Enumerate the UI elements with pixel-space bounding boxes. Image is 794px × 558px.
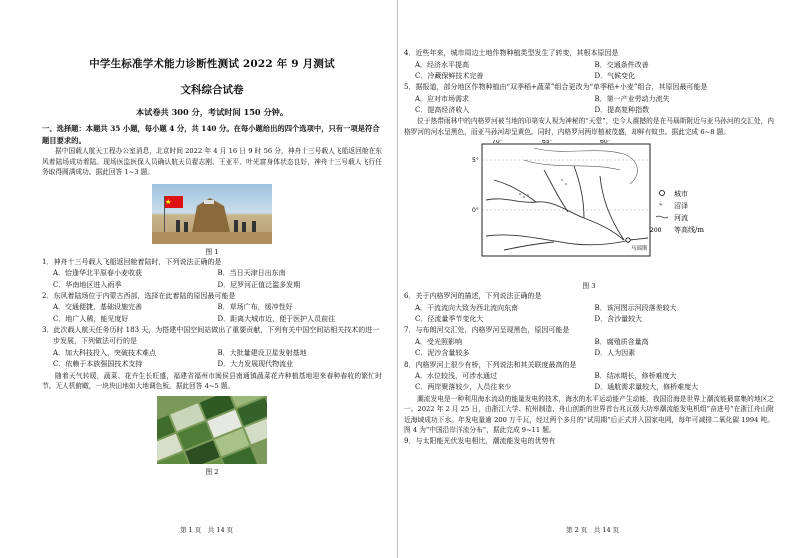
option-c[interactable]: C．泥沙含量较多 (415, 349, 470, 358)
passage-1: 据中国载人航天工程办公室消息，北京时间 2022 年 4 月 16 日 9 时 56 分，神舟十三号载人飞船返回舱在东风着陆场成功着陆。现场医监医保人员确认航天员翟志刚、王亚平、叶光富身体状态良好，神舟十三号载人飞行任务取得圆满成功。据此回答 1~3 题。 (42, 147, 382, 177)
exam-subtitle: 文科综合试卷 (180, 84, 244, 96)
page-number-left: 第 1 页 共 14 页 (180, 526, 234, 534)
option-d[interactable]: D．通航需求量较大，修桥难度大 (594, 383, 699, 392)
option-c[interactable]: C．依赖于本族强国技术支持 (53, 360, 143, 369)
question-3-options (42, 348, 382, 371)
question-6: 6．关于内格罗河的描述，下列说法正确的是 (404, 292, 542, 301)
option-b[interactable]: B．当日天津日出东南 (217, 269, 286, 278)
lng-60-label: 60° (600, 140, 611, 146)
manaus-label: 马瑙斯 (631, 246, 648, 253)
option-c[interactable]: C．冷藏保鲜技术完善 (415, 71, 484, 80)
passage-2: 随着天气转暖，蔬菜、花卉生长旺盛，福建省福州市闽侯县南通镇蔬菜花卉种植基地迎来春种春收的繁忙时节。无人机俯瞰，一块块田地如大地调色板。据此回答 4~5 题。 (42, 371, 382, 391)
question-4: 4．近些年来，城市周边土地作物种植类型发生了转变，其根本原因是 (404, 49, 619, 57)
legend-swamp: 沼泽 (674, 202, 688, 211)
question-3: 3．此次载人航天任务历时 183 天，为搭建中国空间站做出了重要贡献，下列有关中国空间站相关技术的进一步发展，下列做法可行的是 (42, 325, 380, 346)
question-5-options (404, 94, 774, 117)
lat-0-label: 0° (472, 207, 479, 215)
option-b[interactable]: B．第一产业劳动力流失 (594, 94, 670, 103)
option-c[interactable]: C．提高经济收入 (415, 105, 470, 114)
lng-65-label: 65° (542, 140, 553, 146)
lat-5n-label: 5° (472, 157, 479, 165)
question-2-options (42, 302, 382, 325)
exam-title: 中学生标准学术能力诊断性测试 2022 年 9 月测试 (89, 58, 335, 70)
question-7-options (404, 337, 774, 360)
passage-4: 潮流发电是一种利用海水流动的能量发电的技术，海水的水平运动能产生动能，我国沿海是世界上潮流能最富集的地区之一。2022 年 2 月 25 日，由浙江大学、杭州制造、舟山创新的世界首台兆瓦级大功率潮流能发电机组“奋进号”在浙江舟山附近海域成功下水。年发电量逾 200 万千瓦，经过两个多月的“试用期”后正式并入国家电网，每年可减排二氧化碳 1994 吨。图 4 为“中国沿岸洋流分布”，据此完成 9~11 题。 (404, 394, 774, 435)
legend-river: 河流 (674, 214, 688, 223)
page-number-right: 第 2 页 共 14 页 (566, 526, 620, 534)
option-b[interactable]: B．腐殖质含量高 (594, 337, 649, 346)
option-d[interactable]: D．含沙量较大 (594, 315, 643, 324)
option-a[interactable]: A．经济水平提高 (415, 60, 470, 69)
option-a[interactable]: A．应对市场需求 (415, 94, 470, 103)
option-d[interactable]: D．气候变化 (594, 71, 636, 80)
option-b[interactable]: B．交通条件改善 (594, 60, 649, 69)
section-heading: 一、选择题：本题共 35 小题，每小题 4 分，共 140 分。在每小题给出的四个选项中，只有一项是符合题目要求的。 (42, 124, 380, 145)
farmland-photo (157, 396, 267, 464)
svg-text:⩯: ⩯ (659, 201, 663, 209)
question-6-options (404, 303, 774, 326)
landing-photo (152, 184, 272, 244)
option-c[interactable]: C．地广人稀，能见度好 (53, 314, 129, 323)
question-5: 5．据报道，部分地区作物种植由“双季稻+蔬菜”组合更改为“单季稻+小麦”组合，其原因最可能是 (404, 83, 708, 92)
figure-1-caption: 图 1 (205, 247, 219, 256)
option-b[interactable]: B．结冰期长，修桥难度大 (594, 372, 677, 381)
question-9: 9．与太阳能光伏发电相比，潮流能发电的优势有 (404, 437, 556, 446)
question-1: 1．神舟十三号载人飞船返回舱着陆时，下列说法正确的是 (42, 257, 222, 266)
figure-2-caption: 图 2 (205, 467, 219, 476)
legend-contour-value: 200 (650, 227, 662, 235)
question-1-options (42, 268, 382, 291)
option-d[interactable]: D．尼罗河正值泛滥多发期 (217, 280, 301, 289)
option-b[interactable]: B．该河图示河段落差较大 (594, 303, 677, 312)
option-c[interactable]: C．径流量季节变化大 (415, 315, 484, 324)
exam-info: 本试卷共 300 分，考试时间 150 分钟。 (135, 107, 289, 117)
right-page (402, 0, 788, 558)
option-c[interactable]: C．两岸聚落较少，人员往来少 (415, 383, 512, 392)
legend-city: 城市 (674, 190, 688, 199)
question-7: 7．与布朗河交汇处，内格罗河呈现黑色，原因可能是 (404, 326, 570, 335)
option-b[interactable]: B．草场广布，缓冲性好 (217, 303, 293, 312)
option-a[interactable]: A．受光照影响 (415, 337, 463, 346)
option-a[interactable]: A．恰逢华北平原春小麦收获 (53, 269, 143, 278)
figure-3-caption: 图 3 (582, 282, 596, 291)
rio-negro-map (424, 140, 724, 278)
option-d[interactable]: D．人为因素 (594, 349, 636, 358)
page-divider (397, 0, 398, 558)
option-d[interactable]: D．提高复种指数 (594, 105, 650, 114)
question-8: 8．内格罗河上很少有桥，下列说法和其关联度最高的是 (404, 360, 577, 369)
option-a[interactable]: A．干流流向大致为西北流向东南 (415, 303, 519, 312)
question-2: 2．东风着陆场位于内蒙古西部，选择在此着陆的原因最可能是 (42, 291, 236, 300)
option-b[interactable]: B．大批量建设卫星发射基地 (217, 348, 307, 357)
option-a[interactable]: A．交通便捷，基础设施完善 (53, 303, 143, 312)
left-page (6, 0, 392, 558)
option-d[interactable]: D．大力发展现代物流业 (217, 360, 294, 369)
question-8-options (404, 371, 774, 394)
legend-contour: 等高线/m (674, 226, 704, 235)
option-a[interactable]: A．加大科技投入，突破技术难点 (53, 348, 157, 357)
option-a[interactable]: A．水位较浅，可涉水通过 (415, 372, 498, 381)
option-d[interactable]: D．距离大城市近，便于医护人员前往 (217, 314, 336, 323)
lng-70-label: 70° (492, 140, 503, 146)
passage-3: 位于热带雨林中的内格罗河被当地的印第安人视为神秘的“天堂”，史今人震撼的是在马瑙斯附近与亚马孙河的交汇处，内格罗河的河水呈黑色，而亚马孙河却呈黄色。同时，内格罗河两岸植被茂盛，却鲜有蚊虫。据此完成 6~8 题。 (404, 117, 774, 136)
question-4-options (404, 60, 774, 83)
option-c[interactable]: C．华南地区进入雨季 (53, 280, 122, 289)
